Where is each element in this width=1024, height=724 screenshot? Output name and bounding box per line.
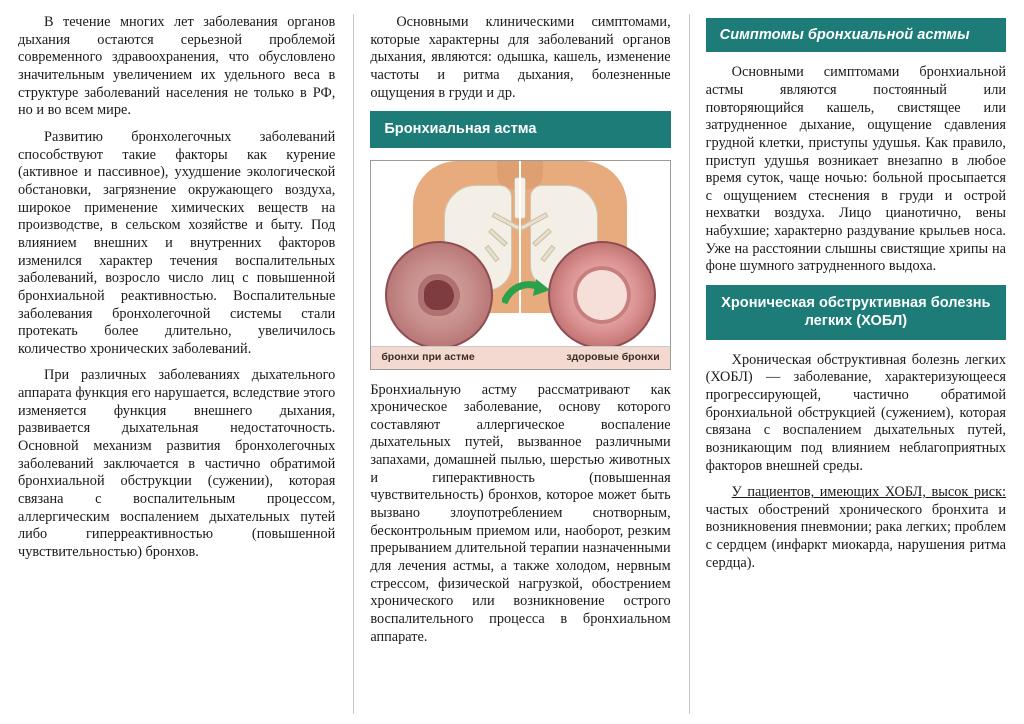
figure-caption-left: бронхи при астме <box>381 350 475 363</box>
paragraph: Развитию бронхолегочных заболеваний способствуют такие факторы как курение (активное и пассивное), ухудшение экологической обстановки, загрязнение окружающего воздуха, широкое применение химических веществ на производстве, в сельском хозяйстве и быту. Под влиянием внешних и внутренних факторов изменился характер течения воспалительных заболеваний, возросло число лиц с повышенной бронхиальной реактивностью. Воспалительные заболевания бронхолегочной системы стали протекать более длительно, увеличилось количество хронических заболеваний. <box>18 128 336 357</box>
paragraph: Основными клиническими симптомами, которые характерны для заболеваний органов дыхания, являются: одышка, кашель, изменение частоты и ритма дыхания, болезненные ощущения в груди и др. <box>370 14 671 101</box>
asthma-bronchus-cross-section <box>385 241 493 346</box>
figure-illustration <box>371 161 669 346</box>
green-arrow-icon <box>502 279 550 309</box>
paragraph: В течение многих лет заболевания органов дыхания остаются серьезной проблемой современного здравоохранения, что обусловлено значительным увеличением их удельного веса в структуре заболеваний населения не только в РФ, но и во всем мире. <box>18 14 336 119</box>
figure-caption-band <box>371 346 669 369</box>
right-column <box>689 14 1006 714</box>
middle-column <box>353 14 670 714</box>
paragraph: При различных заболеваниях дыхательного аппарата функция его нарушается, вследствие этого изменяется функция внешнего дыхания, развивается дыхательная недостаточность. Основной механизм развития бронхолегочных заболеваний заключается в частично обратимой бронхиальной обструкции (сужении), которая связана с воспалительным процессом, аллергическим воспалением дыхательных путей либо гиперреактивностью (повышенной чувствительностью) бронхов. <box>18 367 336 561</box>
narrowed-lumen-shape <box>424 280 454 310</box>
section-heading-asthma: Бронхиальная астма <box>370 111 670 147</box>
paragraph: Хроническая обструктивная болезнь легких (ХОБЛ) — заболевание, характеризующееся прогрессирующей, частично обратимой бронхиальной обструкцией (сужением), которая связана с воспалением дыхательных путей, возникающим под влиянием неблагоприятных факторов внешней среды. <box>705 351 1006 474</box>
paragraph: Основными симптомами бронхиальной астмы являются постоянный или повторяющийся кашель, свистящее или затрудненное дыхание, ощущение сдавления грудной клетки, приступы удушья. Как правило, приступ удушья возникает внезапно в любое время суток, чаще ночью: больной просыпается с ощущением стеснения в груди и острой нехватки воздуха. Лицо цианотично, вены набухшие; характерно раздувание крыльев носа. Уже на расстоянии слышны свистящие хрипы на фоне шумного затрудненного выдоха. <box>705 64 1006 275</box>
section-heading-copd: Хроническая обструктивная болезнь легких (ХОБЛ) <box>706 285 1006 339</box>
section-heading-symptoms: Симптомы бронхиальной астмы <box>706 18 1006 52</box>
risk-lead: У пациентов, имеющих ХОБЛ, высок риск: <box>731 484 1006 501</box>
figure-caption-right: здоровые бронхи <box>566 350 660 363</box>
risk-paragraph <box>706 484 1006 572</box>
open-lumen-shape <box>573 266 631 324</box>
left-column <box>18 14 335 714</box>
healthy-bronchus-cross-section <box>548 241 656 346</box>
asthma-figure <box>370 160 670 370</box>
paragraph: Бронхиальную астму рассматривают как хроническое заболевание, основу которого составляют аллергическое воспаление дыхательных путей, вызванное различными запахами, домашней пылью, шерстью животных и гиперактивность (повышенная чувствительность) бронхов, которое может быть вызвано злоупотреблением снотворным, бесконтрольным приемом или, наоборот, резким прерыванием длительной терапии назначенными для лечения астмы, а также холодом, нервным стрессом, физической нагрузкой, обострением хронического или возникновение острого воспалительного процесса в бронхиальном аппарате. <box>370 381 671 645</box>
risk-tail: частых обострений хронического бронхита и возникновения пневмонии; рака легких; проблем с сердцем (инфаркт миокарда, нарушения ритма сердца). <box>705 501 1006 571</box>
